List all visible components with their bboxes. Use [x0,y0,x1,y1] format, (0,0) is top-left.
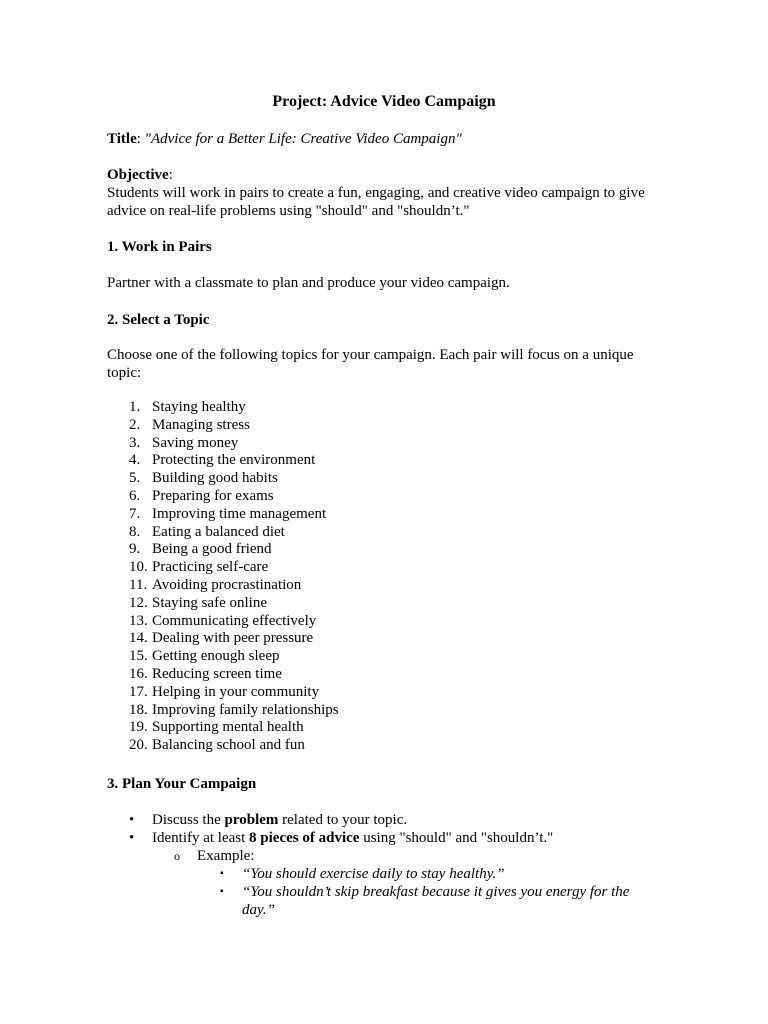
title-line [107,130,652,148]
topic-text: Avoiding procrastination [152,576,302,593]
section-1-body: Partner with a classmate to plan and produce your video campaign. [107,275,510,291]
example-advice-2-text-line-1: “You shouldn’t skip breakfast because it gives you energy for the [242,884,630,900]
campaign-title: "Advice for a Better Life: Creative Video Campaign" [144,131,462,147]
example-advice-2-text-line-2: day.” [242,902,275,918]
topic-text: Preparing for exams [152,487,274,504]
objective-text-line-2: advice on real-life problems using "should" and "shouldn’t." [107,203,470,219]
bullet-identify-pre: Identify at least [152,830,250,846]
section-1-heading: 1. Work in Pairs [107,239,212,255]
topic-text: Dealing with peer pressure [152,630,314,647]
bullet-identify-bold: 8 pieces of advice [249,830,360,846]
bullet-identify-text [152,829,553,847]
topic-text: Protecting the environment [152,452,316,469]
topic-text: Saving money [152,434,239,451]
bullet-discuss-pre: Discuss the [152,812,225,828]
topic-text: Managing stress [152,416,250,433]
objective-heading [107,166,652,184]
bullet-dot-icon: • [129,830,135,846]
topic-text: Communicating effectively [152,612,317,629]
objective-text-line-1: Students will work in pairs to create a fun, engaging, and creative video campaign to give [107,185,645,201]
circle-bullet-icon: o [174,849,180,863]
section-2-intro-line-1: Choose one of the following topics for your campaign. Each pair will focus on a unique [107,347,634,363]
topic-text: Balancing school and fun [152,737,305,754]
section-3-heading: 3. Plan Your Campaign [107,776,257,792]
topic-text: Improving time management [152,505,327,522]
example-label: Example: [197,848,255,864]
bullet-identify-post: using "should" and "shouldn’t." [359,830,554,846]
objective-colon: : [168,167,173,183]
document-page: Project: Advice Video Campaign Title: "Advice for a Better Life: Creative Video Campaign" Objective: Students will work in pairs to create a fun, engaging, and creative video campaign to give advice on real-life problems using "should" and "shouldn’t." 1. Work in Pairs Partner with a classmate to plan and produce your video campaign. 2. Select a Topic Choose one of the following topics for your campaign. Each pair will focus on a unique topic: 1. Staying healthy 2. Managing stress 3. Saving money 4. Protecting the environment 5. Building good habits 6. Preparing for exams 7. Improving time management 8. Eating a balanced diet 9. Being a good friend 10. Practicing self-care 11. Avoiding procrastination 12. Staying safe online 13. Communicating effectively 14. Dealing with peer pressure 15. Getting enough sleep 16. Reducing screen time 17. Helping in your community 18. Improving family relationships 19. Supporting mental health 20. Balancing school and fun 3. Plan Your Campaign • Discuss the problem related to your topic. • Identify at least 8 pieces of advice using "should" and "shouldn’t." o Example: ▪ “You should exercise daily to stay healthy.” ▪ “You shouldn’t skip breakfast because it gives you energy for the day.” [0,0,768,1024]
topic-text: Helping in your community [152,683,320,700]
objective-label: Objective [107,167,169,183]
bullet-discuss-post: related to your topic. [278,812,408,828]
section-2-intro-line-2: topic: [107,365,142,381]
topic-text: Improving family relationships [152,701,339,718]
topic-text: Staying safe online [152,594,267,611]
square-bullet-icon: ▪ [220,886,224,897]
bullet-dot-icon: • [129,812,135,828]
bullet-discuss-text [152,811,407,829]
square-bullet-icon: ▪ [220,868,224,879]
topic-text: Practicing self-care [152,559,269,576]
title-colon: : [136,131,145,147]
document-title: Project: Advice Video Campaign [272,93,496,110]
title-label: Title [107,131,137,147]
topic-text: Staying healthy [152,399,246,415]
example-advice-1-text: “You should exercise daily to stay healthy.” [242,866,505,882]
section-2-heading: 2. Select a Topic [107,312,210,328]
topic-text: Being a good friend [152,541,272,558]
topic-text: Supporting mental health [152,719,304,736]
topic-text: Getting enough sleep [152,648,280,665]
topic-text: Eating a balanced diet [152,523,285,540]
bullet-discuss-bold: problem [224,812,279,828]
topic-text: Reducing screen time [152,665,282,682]
topic-text: Building good habits [152,470,278,487]
